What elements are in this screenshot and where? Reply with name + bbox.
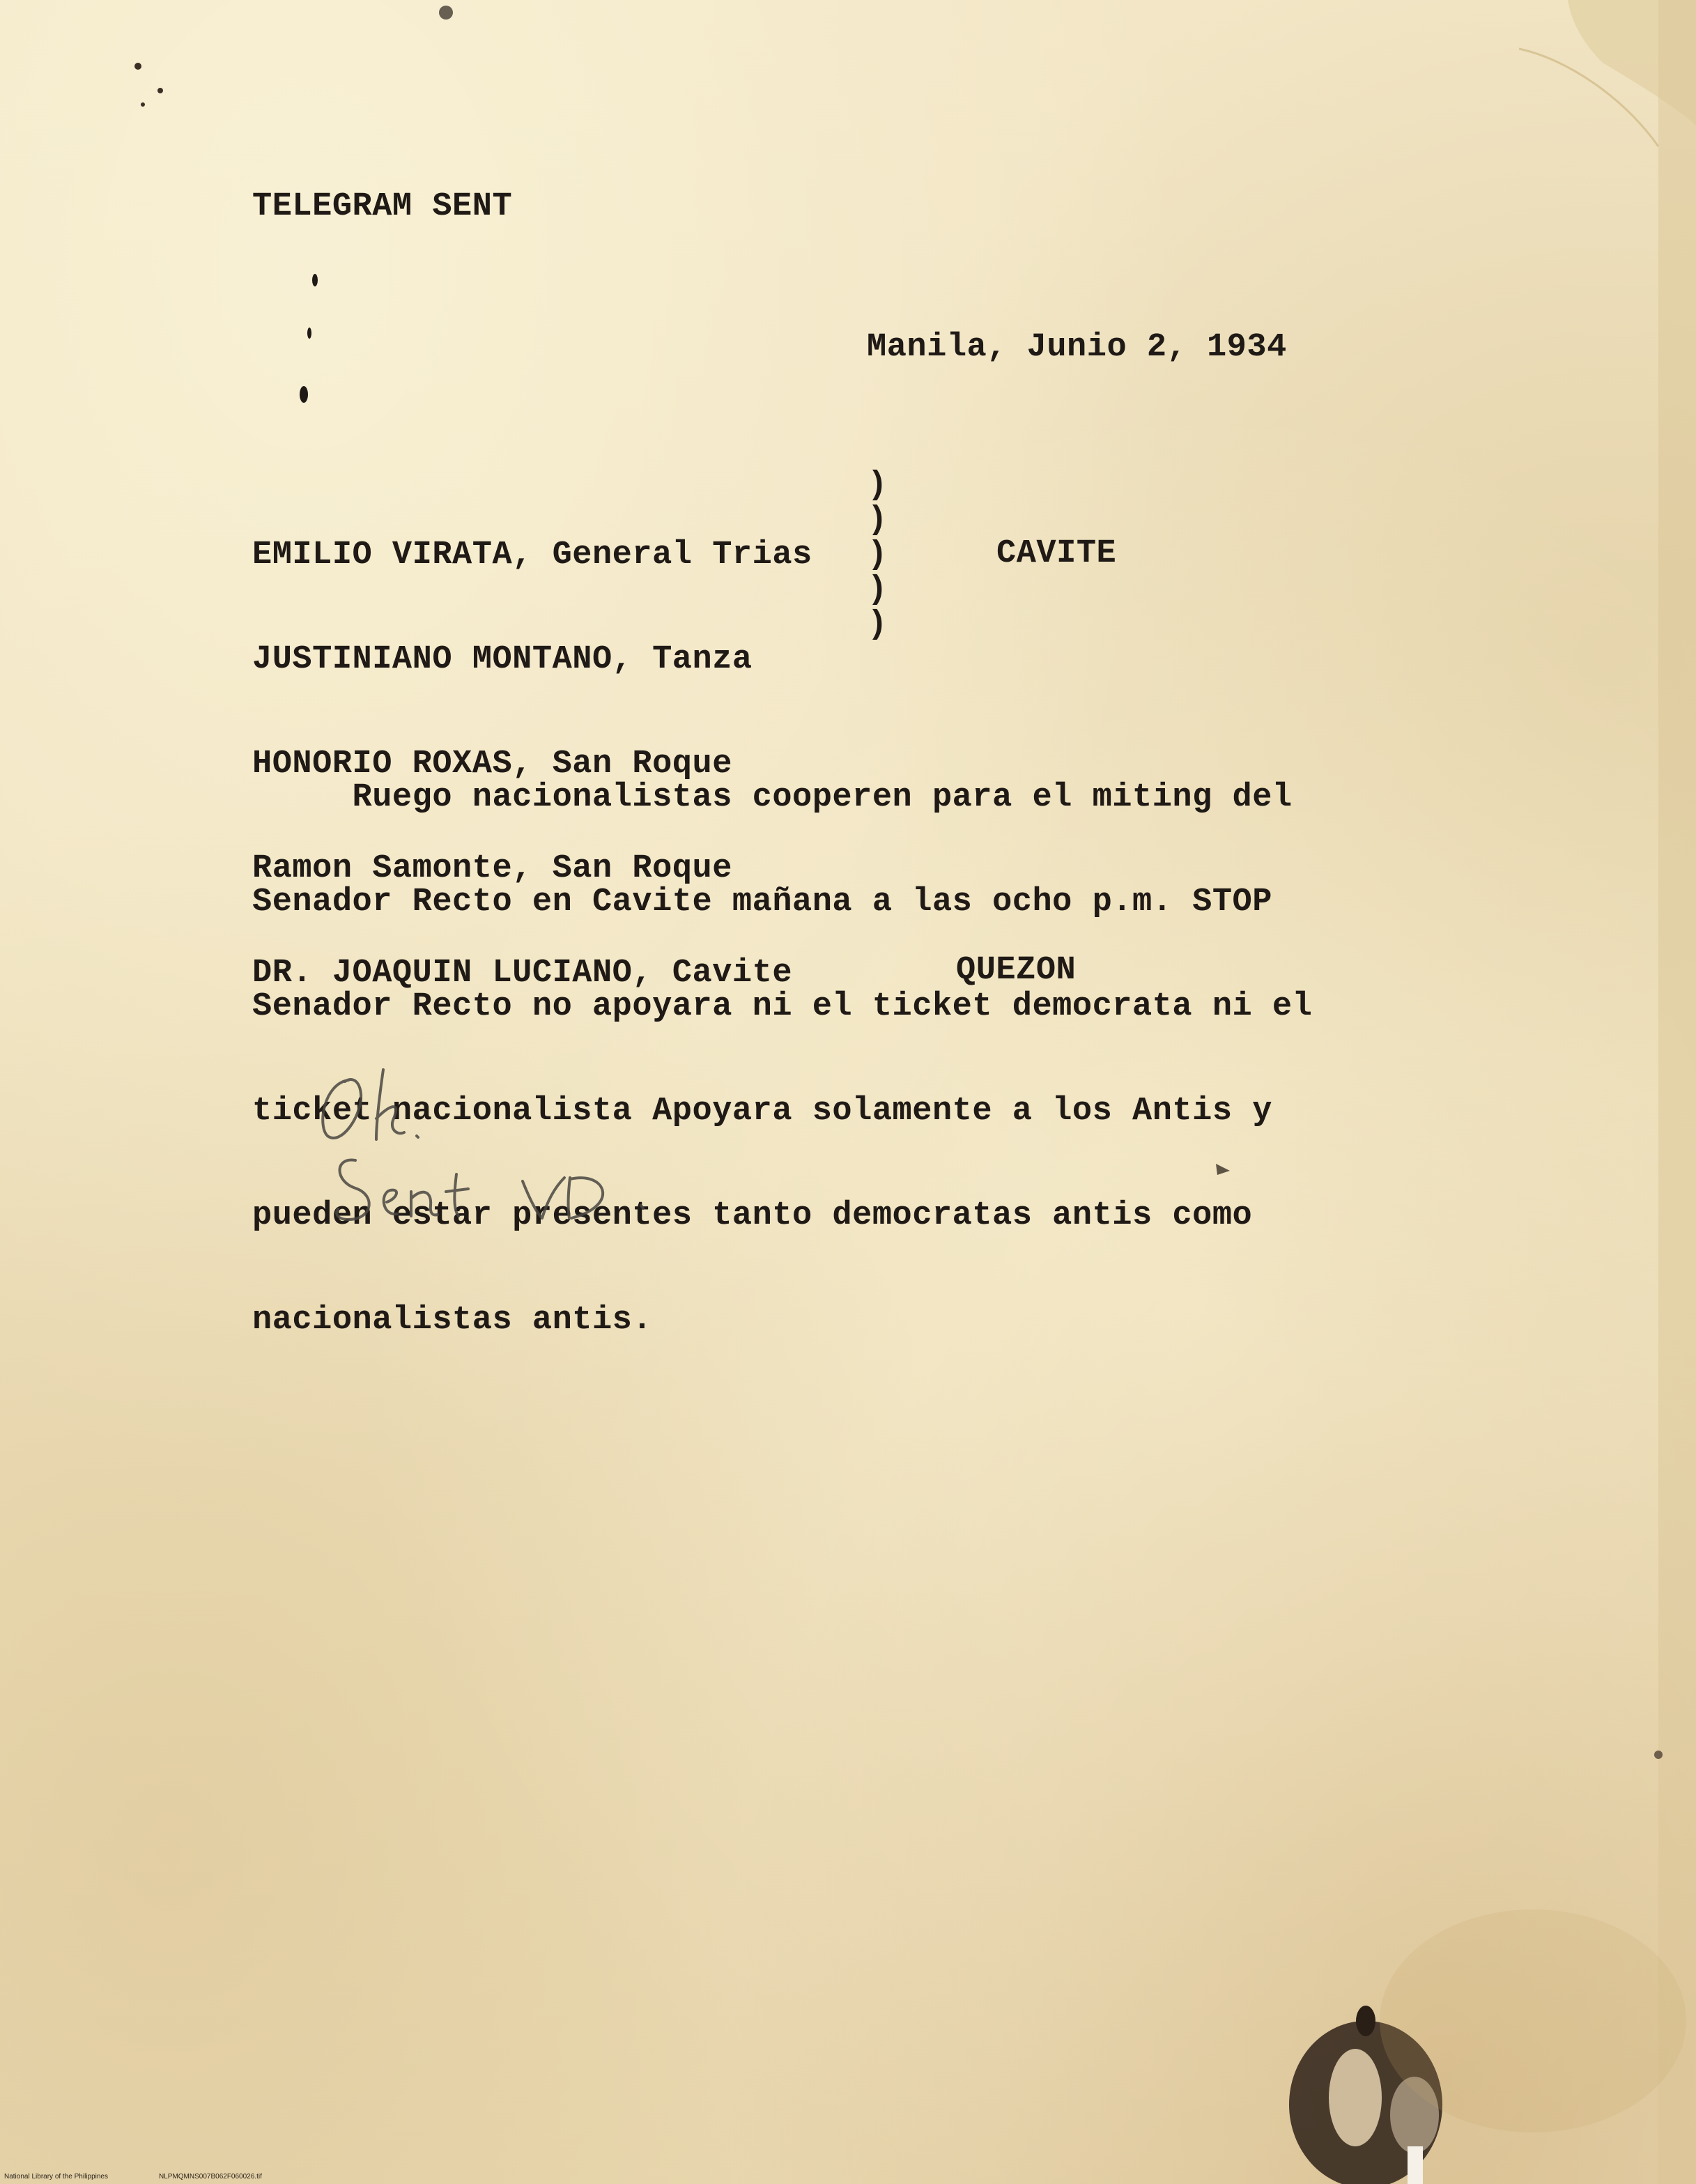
recipient-bracket: ) [868,537,888,574]
handwritten-note [307,1066,697,1247]
recipient-bracket: ) [868,467,888,504]
body-line: Senador Recto no apoyara ni el ticket democrata ni el [252,988,1313,1025]
message-body [252,711,1312,1408]
body-line: nacionalistas antis. [252,1302,653,1339]
body-line: pueden estar presentes tanto democratas antis como [252,1197,1253,1234]
recipient-line: HONORIO ROXAS, San Roque [252,746,732,783]
recipient-bracket: ) [868,606,888,643]
telegram-heading: TELEGRAM SENT [252,188,513,225]
body-line: Senador Recto en Cavite mañana a las ocho p.m. STOP [252,884,1272,921]
file-id: NLPMQMNS007B062F060026.tif [159,2173,262,2181]
province-label: CAVITE [996,535,1117,572]
recipient-bracket: ) [868,571,888,608]
recipient-line: EMILIO VIRATA, General Trias [252,537,812,574]
signature: QUEZON [956,952,1077,989]
date-line: Manila, Junio 2, 1934 [867,329,1287,366]
recipient-line: JUSTINIANO MONTANO, Tanza [252,641,753,678]
recipient-line: Ramon Samonte, San Roque [252,850,732,887]
library-credit: National Library of the Philippines [4,2173,108,2181]
recipient-line: DR. JOAQUIN LUCIANO, Cavite [252,955,793,992]
recipient-bracket: ) [868,502,888,539]
body-line: ticket nacionalista Apoyara solamente a los Antis y [252,1093,1272,1130]
body-line: Ruego nacionalistas cooperen para el miting del [252,779,1293,816]
